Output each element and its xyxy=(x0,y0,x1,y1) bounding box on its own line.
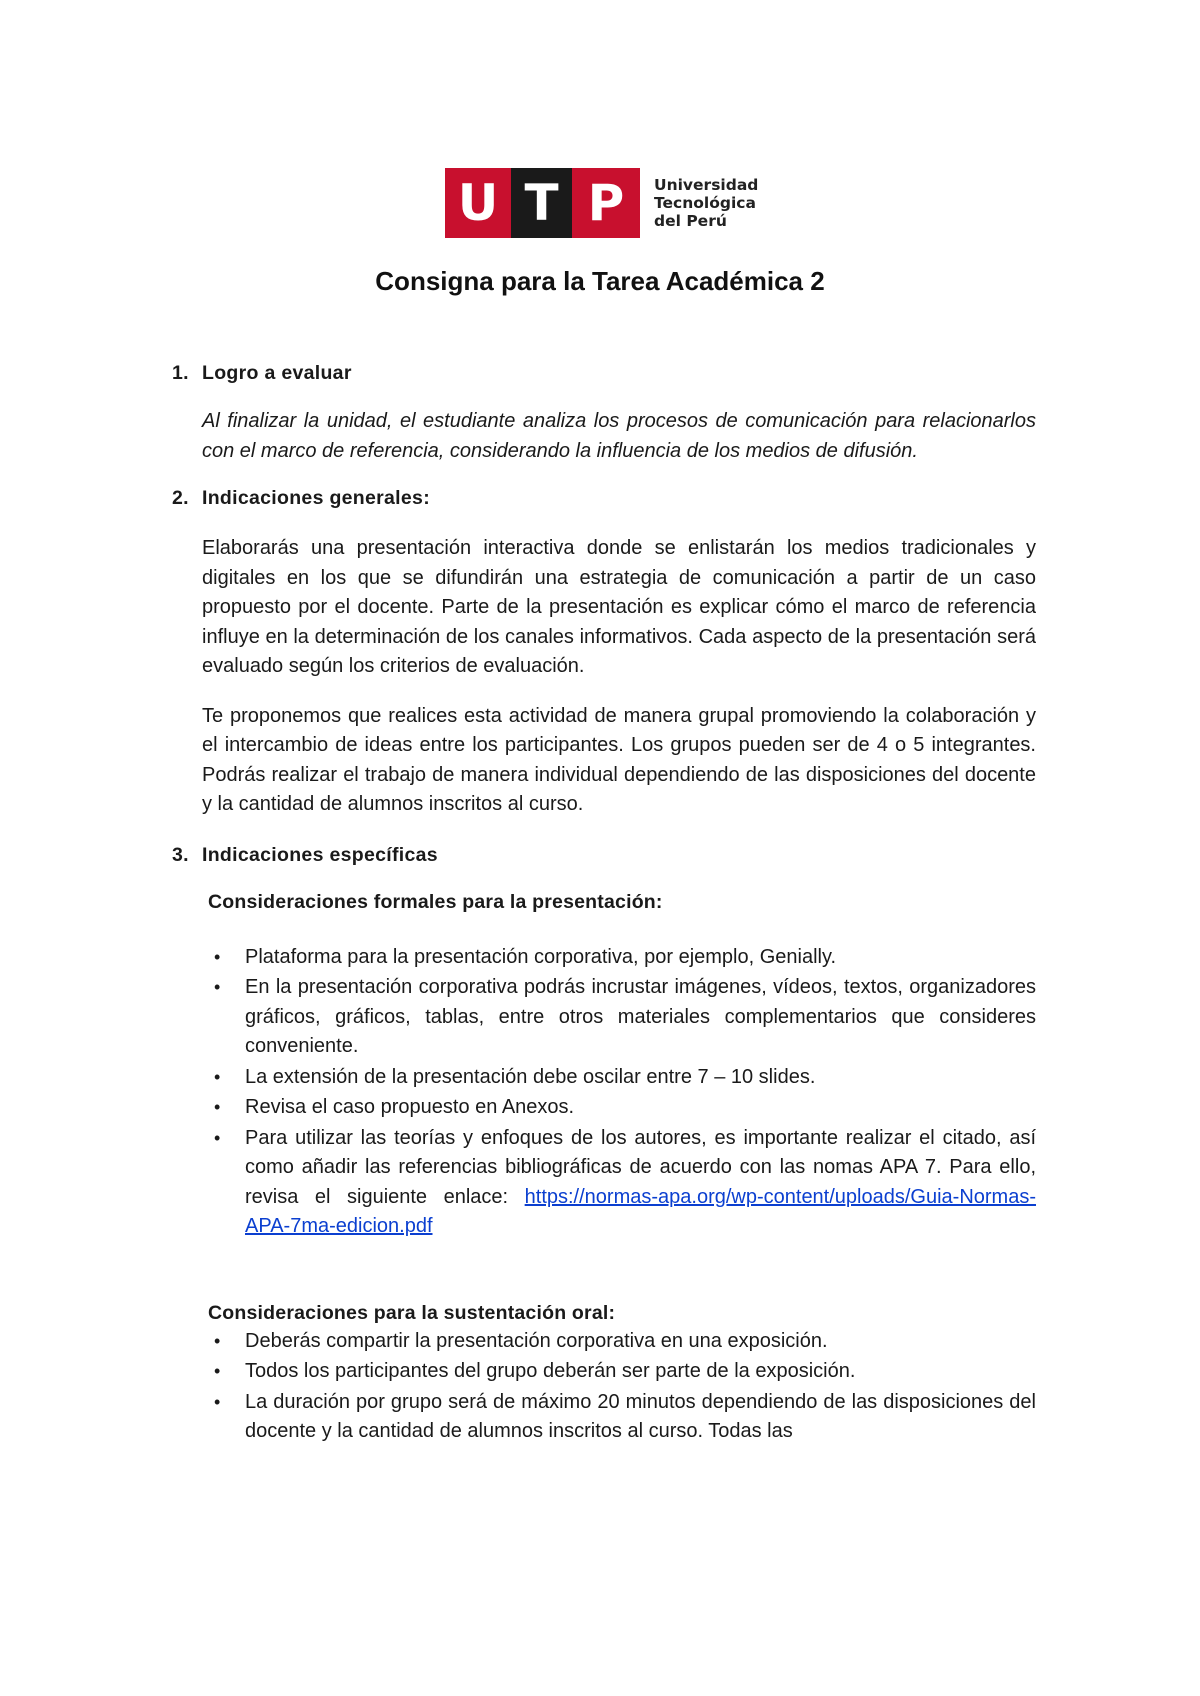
bullet-icon: • xyxy=(214,946,221,967)
list-item-text: Plataforma para la presentación corporativa, por ejemplo, Genially. xyxy=(245,945,837,968)
logo-letter-p: P xyxy=(572,168,640,238)
list-item-text: Revisa el caso propuesto en Anexos. xyxy=(245,1096,575,1118)
list-item-text: La duración por grupo será de máximo 20 minutos dependiendo de las disposiciones del docente y la cantidad de alumnos inscritos al curso. Todas las xyxy=(245,1390,1036,1442)
bullet-icon: • xyxy=(214,1097,221,1117)
section-2-heading xyxy=(172,487,1036,510)
list-item xyxy=(208,1388,1036,1447)
document-body xyxy=(172,362,1036,1448)
list-item xyxy=(208,1093,1036,1123)
section-number: 3. xyxy=(172,843,189,866)
logo-university-name xyxy=(654,176,758,230)
list-item-text: Todos los participantes del grupo deberán ser parte de la exposición. xyxy=(245,1360,856,1382)
logo-letter-t: T xyxy=(511,168,572,238)
list-item-text: Deberás compartir la presentación corporativa en una exposición. xyxy=(245,1329,828,1352)
section-3-heading xyxy=(172,844,1036,867)
section-2-body xyxy=(202,534,1036,820)
oral-considerations-heading: Consideraciones para la sustentación oral: xyxy=(208,1301,616,1324)
list-item xyxy=(208,1063,1036,1093)
bullet-icon: • xyxy=(214,1066,221,1087)
apa-guide-link[interactable]: https://normas-apa.org/wp-content/uploads/Guia-Normas-APA-7ma-edicion.pdf xyxy=(245,1185,1036,1237)
formal-considerations-heading: Consideraciones formales para la presentación: xyxy=(208,890,663,913)
logro-paragraph: Al finalizar la unidad, el estudiante analiza los procesos de comunicación para relacionarlos con el marco de referencia, considerando la influencia de los medios de difusión. xyxy=(202,410,1036,462)
general-paragraph-1: Elaborarás una presentación interactiva donde se enlistarán los medios tradicionales y digitales en los que se difundirán una estrategia de comunicación a partir de un caso propuesto por el docente. Parte de la presentación es explicar cómo el marco de referencia influye en la determinación de los canales informativos. Cada aspecto de la presentación será evaluado según los criterios de evaluación. xyxy=(202,537,1036,677)
section-number: 2. xyxy=(172,487,189,509)
section-title: Logro a evaluar xyxy=(202,362,352,384)
section-title: Indicaciones generales: xyxy=(202,487,430,509)
section-1-heading xyxy=(172,362,1036,385)
bullet-icon: • xyxy=(214,1361,221,1381)
bullet-icon: • xyxy=(214,1391,221,1412)
section-number: 1. xyxy=(172,362,189,384)
bullet-icon: • xyxy=(214,1330,221,1351)
list-item xyxy=(208,973,1036,1062)
utp-logo xyxy=(445,168,758,238)
logo-letter-u: U xyxy=(445,168,511,238)
logo-text-line: del Perú xyxy=(654,212,727,230)
general-paragraph-2: Te proponemos que realices esta actividad de manera grupal promoviendo la colaboración y el intercambio de ideas entre los participantes. Los grupos pueden ser de 4 o 5 integrantes. Podrás realizar el trabajo de manera individual dependiendo de las disposiciones del docente y la cantidad de alumnos inscritos al curso. xyxy=(202,704,1036,815)
page-title: Consigna para la Tarea Académica 2 xyxy=(375,266,825,296)
list-item xyxy=(208,1357,1036,1387)
list-item xyxy=(208,943,1036,973)
logo-text-line: Universidad xyxy=(654,176,759,194)
bullet-icon: • xyxy=(214,977,221,997)
formal-considerations-list xyxy=(208,943,1036,1242)
utp-logo-mark xyxy=(445,168,640,238)
list-item-text: La extensión de la presentación debe oscilar entre 7 – 10 slides. xyxy=(245,1065,816,1088)
list-item xyxy=(208,1327,1036,1357)
list-item xyxy=(208,1124,1036,1242)
section-1-body xyxy=(202,407,1036,466)
section-title: Indicaciones específicas xyxy=(202,843,438,866)
list-item-text: En la presentación corporativa podrás incrustar imágenes, vídeos, textos, organizadores gráficos, gráficos, tablas, entre otros materiales complementarios que consideres conveniente. xyxy=(245,976,1036,1057)
logo-text-line: Tecnológica xyxy=(654,194,756,212)
bullet-icon: • xyxy=(214,1127,221,1148)
list-item-text: Para utilizar las teorías y enfoques de los autores, es importante realizar el citado, así como añadir las referencias bibliográficas de acuerdo con las nomas APA 7. Para ello, revisa el siguiente enlace: xyxy=(245,1126,1036,1208)
oral-considerations-list xyxy=(208,1327,1036,1447)
